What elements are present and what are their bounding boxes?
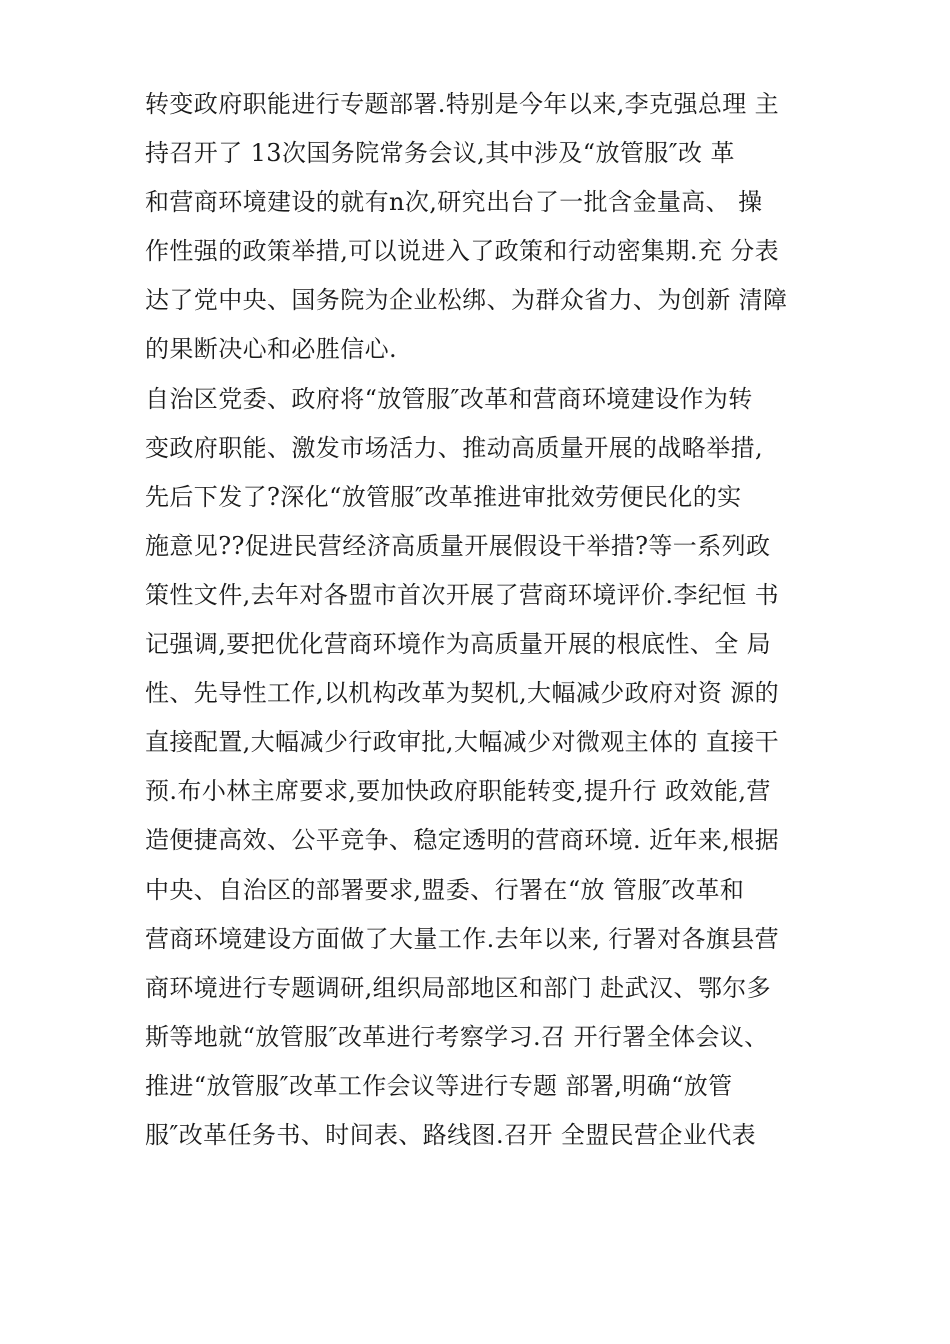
text-line: 作性强的政策举措,可以说进入了政策和行动密集期.充 分表 (145, 237, 780, 266)
text-line: 和营商环境建设的就有n次,研究出台了一批含金量高、 操 (145, 188, 763, 217)
text-line: 预.布小林主席要求,要加快政府职能转变,提升行 政效能,营 (145, 777, 771, 806)
text-line: 造便捷高效、公平竞争、稳定透明的营商环境. 近年来,根据 (145, 826, 780, 855)
text-line: 斯等地就“放管服″改革进行考察学习.召 开行署全体会议、 (145, 1022, 769, 1051)
text-line: 自治区党委、政府将“放管服″改革和营商环境建设作为转 (145, 384, 753, 413)
text-line: 服″改革任务书、时间表、路线图.召开 全盟民营企业代表 (145, 1120, 757, 1149)
text-line: 转变政府职能进行专题部署.特别是今年以来,李克强总理 主 (145, 90, 780, 118)
text-line: 营商环境建设方面做了大量工作.去年以来, 行署对各旗县营 (145, 924, 780, 953)
text-line: 施意见??促进民营经济高质量开展假设干举措?等一系列政 (145, 531, 771, 560)
text-line: 持召开了 13次国务院常务会议,其中涉及“放管服″改 革 (145, 139, 735, 168)
body-text (145, 80, 835, 1160)
text-line: 策性文件,去年对各盟市首次开展了营商环境评价.李纪恒 书 (145, 580, 780, 609)
text-line: 记强调,要把优化营商环境作为高质量开展的根底性、全 局 (145, 630, 772, 659)
text-line: 中央、自治区的部署要求,盟委、行署在“放 管服″改革和 (145, 875, 745, 904)
text-line: 直接配置,大幅减少行政审批,大幅减少对微观主体的 直接干 (145, 728, 780, 757)
text-line: 变政府职能、激发市场活力、推动高质量开展的战略举措, (145, 433, 764, 462)
text-line: 先后下发了?深化“放管服″改革推进审批效劳便民化的实 (145, 482, 742, 511)
text-line: 性、先导性工作,以机构改革为契机,大幅减少政府对资 源的 (145, 679, 780, 708)
text-line: 达了党中央、国务院为企业松绑、为群众省力、为创新 清障 (145, 286, 788, 315)
text-line: 推进“放管服″改革工作会议等进行专题 部署,明确“放管 (145, 1071, 733, 1100)
text-line: 的果断决心和必胜信心. (145, 335, 398, 364)
text-line: 商环境进行专题调研,组织局部地区和部门 赴武汉、鄂尔多 (145, 973, 772, 1002)
